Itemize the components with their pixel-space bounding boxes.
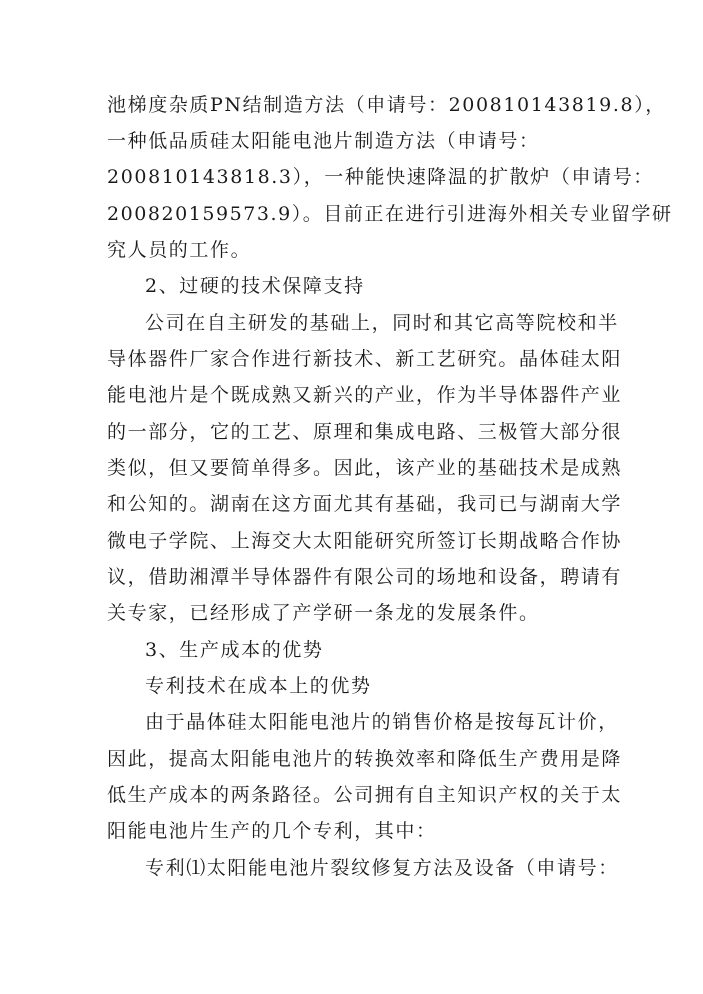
text-line-19: 因此，提高太阳能电池片的转换效率和降低生产费用是降	[107, 748, 623, 770]
text-line-4: 200820159573.9）。目前正在进行引进海外相关专业留学研	[107, 203, 673, 225]
text-line-22: 专利⑴太阳能电池片裂纹修复方法及设备（申请号：	[145, 857, 619, 879]
text-line-8: 导体器件厂家合作进行新技术、新工艺研究。晶体硅太阳	[107, 348, 623, 370]
text-line-2: 一种低品质硅太阳能电池片制造方法（申请号：	[107, 130, 540, 152]
text-line-20: 低生产成本的两条路径。公司拥有自主知识产权的关于太	[107, 784, 623, 806]
text-line-1: 池梯度杂质PN结制造方法（申请号：200810143819.8），	[107, 94, 666, 116]
text-line-13: 微电子学院、上海交大太阳能研究所签订长期战略合作协	[107, 530, 623, 552]
text-line-3: 200810143818.3），一种能快速降温的扩散炉（申请号：	[107, 166, 654, 188]
text-line-14: 议，借助湘潭半导体器件有限公司的场地和设备，聘请有	[107, 566, 623, 588]
text-line-9: 能电池片是个既成熟又新兴的产业，作为半导体器件产业	[107, 384, 623, 406]
text-line-11: 类似，但又要简单得多。因此，该产业的基础技术是成熟	[107, 457, 623, 479]
subsection-heading: 专利技术在成本上的优势	[145, 675, 372, 697]
text-line-7: 公司在自主研发的基础上，同时和其它高等院校和半	[145, 312, 619, 334]
text-line-5: 究人员的工作。	[107, 239, 252, 261]
text-line-12: 和公知的。湖南在这方面尤其有基础，我司已与湖南大学	[107, 493, 623, 515]
text-line-15: 关专家，已经形成了产学研一条龙的发展条件。	[107, 602, 540, 624]
section-heading-3: 3、生产成本的优势	[145, 639, 324, 661]
text-line-10: 的一部分，它的工艺、原理和集成电路、三极管大部分很	[107, 421, 623, 443]
text-line-18: 由于晶体硅太阳能电池片的销售价格是按每瓦计价，	[145, 711, 619, 733]
text-line-21: 阳能电池片生产的几个专利，其中：	[107, 820, 437, 842]
section-heading-2: 2、过硬的技术保障支持	[145, 275, 365, 297]
